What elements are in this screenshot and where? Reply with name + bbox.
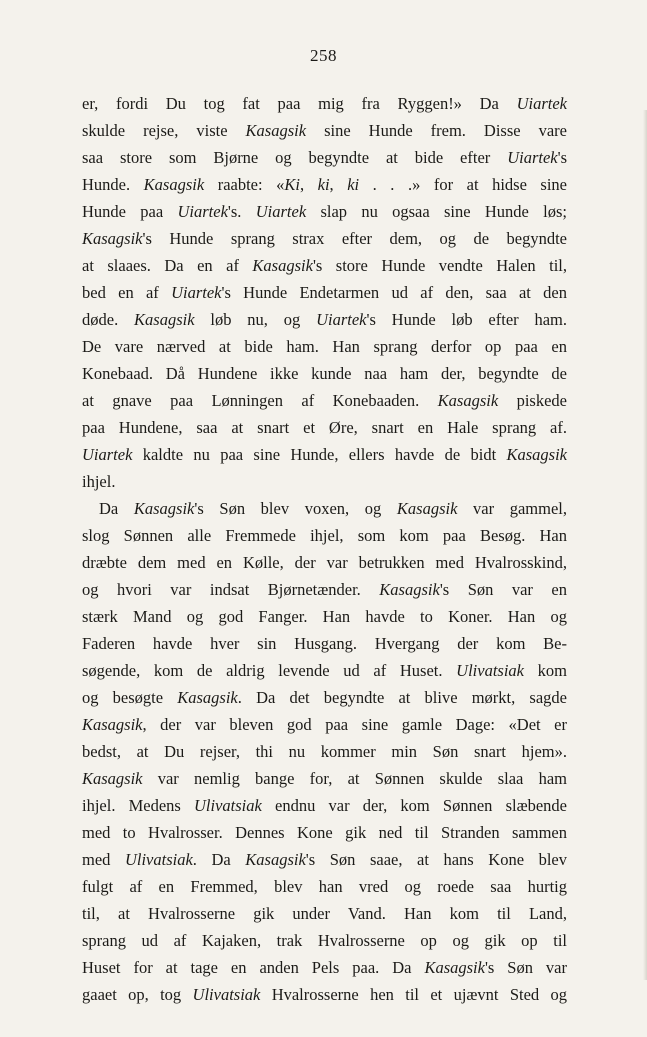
italic-name: Kasagsik (379, 580, 440, 599)
text-line (82, 549, 567, 576)
text-line (82, 819, 567, 846)
text-run: døde. (82, 310, 135, 329)
text-line (82, 441, 567, 468)
italic-name: Kasagsik (177, 688, 238, 707)
text-run: . . .» for at hidse sine (359, 175, 568, 194)
text-run: dræbte dem med en Kølle, der var betrukken med Hvalrosskind, (82, 553, 567, 572)
page-edge-shadow (643, 110, 647, 980)
text-run: 's. (227, 202, 256, 221)
italic-name: Kasagsik (252, 256, 313, 275)
text-run: Hvalrosserne hen til et ujævnt Sted og (260, 985, 568, 1004)
text-run: . Da det begyndte at blive mørkt, sagde (237, 688, 567, 707)
text-line (82, 576, 567, 603)
text-run: De vare nærved at bide ham. Han sprang derfor op paa en (82, 337, 567, 356)
italic-name: Kasagsik (134, 310, 195, 329)
text-run: Faderen havde hver sin Husgang. Hvergang der kom Be- (82, 634, 567, 653)
text-line (82, 900, 567, 927)
text-line (82, 387, 567, 414)
italic-name: Ulivatsiak (192, 985, 261, 1004)
text-run: , (299, 175, 318, 194)
text-run: 's Søn var en (439, 580, 567, 599)
text-run: bedst, at Du rejser, thi nu kommer min Søn snart hjem». (82, 742, 567, 761)
text-line (82, 90, 567, 117)
italic-name: Uiartek (171, 283, 222, 302)
text-line (82, 414, 567, 441)
text-line (82, 765, 567, 792)
text-run: til, at Hvalrosserne gik under Vand. Han kom til Land, (82, 904, 567, 923)
text-line (82, 522, 567, 549)
italic-name: Ki (284, 175, 300, 194)
text-run: skulde rejse, viste (82, 121, 246, 140)
italic-name: Kasagsik (82, 715, 143, 734)
text-run: endnu var der, kom Sønnen slæbende (261, 796, 567, 815)
italic-name: Kasagsik (506, 445, 567, 464)
text-run: sprang ud af Kajaken, trak Hvalrosserne op og gik op til (82, 931, 567, 950)
italic-name: Ulivatsiak (456, 661, 524, 680)
italic-name: Uiartek (516, 94, 567, 113)
italic-name: Kasagsik (424, 958, 485, 977)
body-text (82, 90, 567, 1008)
text-run: slog Sønnen alle Fremmede ihjel, som kom paa Besøg. Han (82, 526, 567, 545)
text-run: raabte: « (204, 175, 285, 194)
text-run: sine Hunde frem. Disse vare (306, 121, 567, 140)
text-run: paa Hundene, saa at snart et Øre, snart en Hale sprang af. (82, 418, 567, 437)
text-run: søgende, kom de aldrig levende ud af Huset. (82, 661, 457, 680)
italic-name: Kasagsik (143, 175, 205, 194)
text-run: Da (99, 499, 134, 518)
italic-name: Uiartek (82, 445, 133, 464)
text-run: Konebaad. Då Hundene ikke kunde naa ham der, begyndte de (82, 364, 567, 383)
text-run: bed en af (82, 283, 172, 302)
italic-name: Ulivatsiak (124, 850, 193, 869)
text-run: at slaaes. Da en af (82, 256, 253, 275)
text-line (82, 360, 567, 387)
text-run: , (329, 175, 348, 194)
text-run: kom (523, 661, 567, 680)
text-line (82, 144, 567, 171)
text-line (82, 684, 567, 711)
text-run: gaaet op, tog (82, 985, 193, 1004)
italic-name: Kasagsik (82, 769, 143, 788)
text-line (82, 333, 567, 360)
text-run: Hunde. (82, 175, 144, 194)
text-line (82, 927, 567, 954)
text-run: 's Søn saae, at hans Kone blev (305, 850, 567, 869)
text-line (82, 792, 567, 819)
italic-name: Uiartek (255, 202, 307, 221)
text-run: og besøgte (82, 688, 178, 707)
text-line (82, 306, 567, 333)
italic-name: Kasagsik (245, 850, 306, 869)
text-line (82, 252, 567, 279)
text-run: fulgt af en Fremmed, blev han vred og roede saa hurtig (82, 877, 567, 896)
text-run: ihjel. Medens (82, 796, 195, 815)
text-line (82, 171, 567, 198)
text-run: var gammel, (457, 499, 567, 518)
text-run: . Da (192, 850, 246, 869)
italic-name: Ulivatsiak (194, 796, 262, 815)
text-run: slap nu ogsaa sine Hunde løs; (306, 202, 567, 221)
text-run: Huset for at tage en anden Pels paa. Da (82, 958, 425, 977)
italic-name: Kasagsik (245, 121, 307, 140)
text-run: 's Søn blev voxen, og (194, 499, 397, 518)
text-run: kaldte nu paa sine Hunde, ellers havde de bidt (132, 445, 507, 464)
text-line (82, 225, 567, 252)
text-run: ihjel. (82, 472, 116, 491)
text-line (82, 630, 567, 657)
italic-name: ki (317, 175, 330, 194)
text-line (82, 657, 567, 684)
text-run: er, fordi Du tog fat paa mig fra Ryggen!» Da (82, 94, 517, 113)
text-line (82, 846, 567, 873)
text-run: var nemlig bange for, at Sønnen skulde slaa ham (142, 769, 567, 788)
italic-name: Uiartek (507, 148, 558, 167)
text-line (82, 711, 567, 738)
text-line (82, 873, 567, 900)
text-run: Hunde paa (82, 202, 178, 221)
page-number: 258 (310, 46, 337, 65)
text-line (82, 738, 567, 765)
text-line (82, 603, 567, 630)
text-run: piskede (498, 391, 568, 410)
text-line (82, 117, 567, 144)
text-run: 's store Hunde vendte Halen til, (312, 256, 568, 275)
text-run: , der var bleven god paa sine gamle Dage: «Det er (142, 715, 567, 734)
text-run: saa store som Bjørne og begyndte at bide efter (82, 148, 508, 167)
italic-name: Kasagsik (133, 499, 195, 518)
italic-name: Kasagsik (82, 229, 143, 248)
italic-name: Kasagsik (396, 499, 458, 518)
text-run: stærk Mand og god Fanger. Han havde to Koner. Han og (82, 607, 567, 626)
text-line (82, 198, 567, 225)
text-run: og hvori var indsat Bjørnetænder. (82, 580, 380, 599)
text-run: med to Hvalrosser. Dennes Kone gik ned til Stranden sammen (82, 823, 567, 842)
text-run: 's Hunde løb efter ham. (366, 310, 567, 329)
text-line (82, 495, 567, 522)
text-run: 's Søn var (484, 958, 567, 977)
italic-name: ki (347, 175, 360, 194)
text-run: med (82, 850, 125, 869)
text-run: 's (557, 148, 567, 167)
italic-name: Kasagsik (437, 391, 499, 410)
italic-name: Uiartek (316, 310, 367, 329)
text-run: løb nu, og (194, 310, 317, 329)
text-run: at gnave paa Lønningen af Konebaaden. (82, 391, 438, 410)
italic-name: Uiartek (177, 202, 228, 221)
text-line (82, 954, 567, 981)
text-line (82, 468, 567, 495)
text-line (82, 279, 567, 306)
text-line (82, 981, 567, 1008)
text-run: 's Hunde sprang strax efter dem, og de begyndte (142, 229, 567, 248)
text-run: 's Hunde Endetarmen ud af den, saa at den (221, 283, 567, 302)
